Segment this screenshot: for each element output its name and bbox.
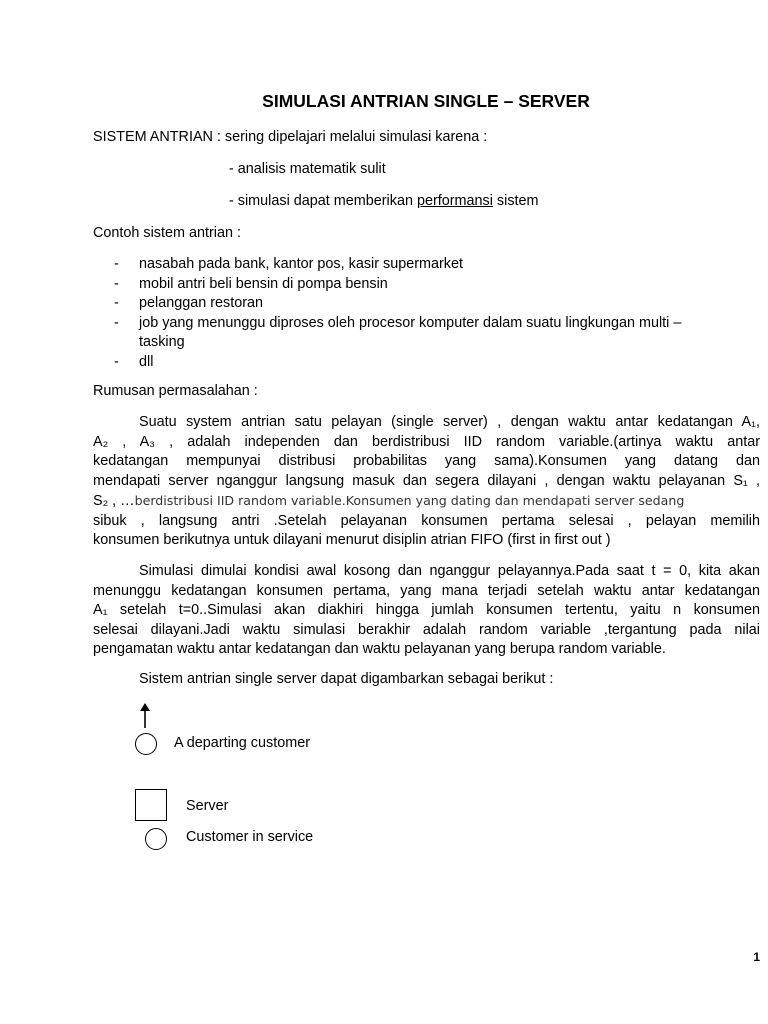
arrow-up-icon — [136, 703, 154, 729]
legend-server-label: Server — [186, 798, 229, 814]
bullet-dash: - — [114, 353, 119, 370]
paragraph-line: mendapati server nganggur langsung masuk dan segera dilayani , dengan waktu pelayanan S₁ , — [93, 472, 760, 489]
bullet-dash: - — [114, 275, 119, 292]
list-item — [114, 294, 764, 314]
list-item — [114, 314, 764, 334]
server-square-icon — [135, 789, 167, 821]
bullet-dash: - — [114, 295, 119, 311]
intro-reason-2-pre: - simulasi dapat memberikan — [229, 193, 417, 209]
departing-customer-circle-icon — [135, 733, 157, 755]
list-item-text: job yang menunggu diproses oleh procesor komputer dalam suatu lingkungan multi – — [139, 314, 682, 331]
paragraph-line: menunggu kedatangan konsumen pertama, yang mana terjadi setelah waktu antar kedatangan — [93, 582, 760, 599]
list-item-text: tasking — [139, 334, 185, 350]
page-title: SIMULASI ANTRIAN SINGLE – SERVER — [262, 91, 590, 111]
paragraph-line: sibuk , langsung antri .Setelah pelayanan konsumen pertama selesai , pelayan memilih — [93, 512, 760, 529]
list-item-text: mobil antri beli bensin di pompa bensin — [139, 275, 388, 292]
intro-reason-2-underlined: performansi — [416, 193, 493, 209]
bullet-dash: - — [114, 256, 119, 272]
paragraph-line: pengamatan waktu antar kedatangan dan waktu pelayanan yang berupa random variable. — [93, 641, 666, 657]
bullet-dash: - — [114, 314, 119, 331]
paragraph-line: Simulasi dimulai kondisi awal kosong dan nganggur pelayannya.Pada saat t = 0, kita akan — [139, 563, 760, 579]
intro-reason-2-post: sistem — [492, 193, 539, 209]
paragraph-line: A₂ , A₃ , adalah independen dan berdistribusi IID random variable.(artinya waktu antar — [93, 433, 760, 450]
list-item — [114, 255, 764, 275]
intro-lead: SISTEM ANTRIAN : sering dipelajari melalui simulasi karena : — [93, 129, 488, 145]
examples-heading: Contoh sistem antrian : — [93, 225, 241, 241]
paragraph-3: Sistem antrian single server dapat digambarkan sebagai berikut : — [139, 671, 554, 687]
list-item — [114, 275, 764, 295]
paragraph-2 — [93, 562, 760, 660]
list-item-text: nasabah pada bank, kantor pos, kasir supermarket — [139, 256, 463, 272]
customer-in-service-circle-icon — [145, 828, 167, 850]
paragraph-line: A₁ setelah t=0..Simulasi akan diakhiri hingga jumlah konsumen tertentu, yaitu n konsumen — [93, 602, 760, 618]
page-number: 1 — [753, 950, 760, 964]
paragraph-line-part: S₂ , … — [93, 493, 135, 509]
problem-heading: Rumusan permasalahan : — [93, 383, 258, 399]
legend-departing-label: A departing customer — [174, 735, 310, 751]
legend-in-service-label: Customer in service — [186, 829, 314, 845]
examples-list — [114, 255, 764, 372]
paragraph-line: kedatangan mempunyai distribusi probabilitas yang sama).Konsumen yang datang dan — [93, 453, 760, 469]
list-item-text: dll — [139, 353, 154, 370]
paragraph-line: konsumen berikutnya untuk dilayani menurut disiplin atrian FIFO (first in first out ) — [93, 532, 611, 548]
intro-reason-2 — [229, 192, 539, 212]
paragraph-line — [93, 491, 760, 512]
list-item-continuation — [114, 333, 764, 353]
intro-reason-1: - analisis matematik sulit — [229, 161, 386, 177]
list-item-text: pelanggan restoran — [139, 295, 264, 311]
paragraph-line: Suatu system antrian satu pelayan (single server) , dengan waktu antar kedatangan A₁, — [139, 414, 760, 430]
paragraph-line-part-alt-font: berdistribusi IID random variable.Konsumen yang dating dan mendapati server sedang — [134, 493, 685, 508]
paragraph-1 — [93, 413, 760, 551]
paragraph-line: selesai dilayani.Jadi waktu simulasi berakhir adalah random variable ,tergantung pada nilai — [93, 621, 760, 638]
list-item — [114, 353, 764, 373]
